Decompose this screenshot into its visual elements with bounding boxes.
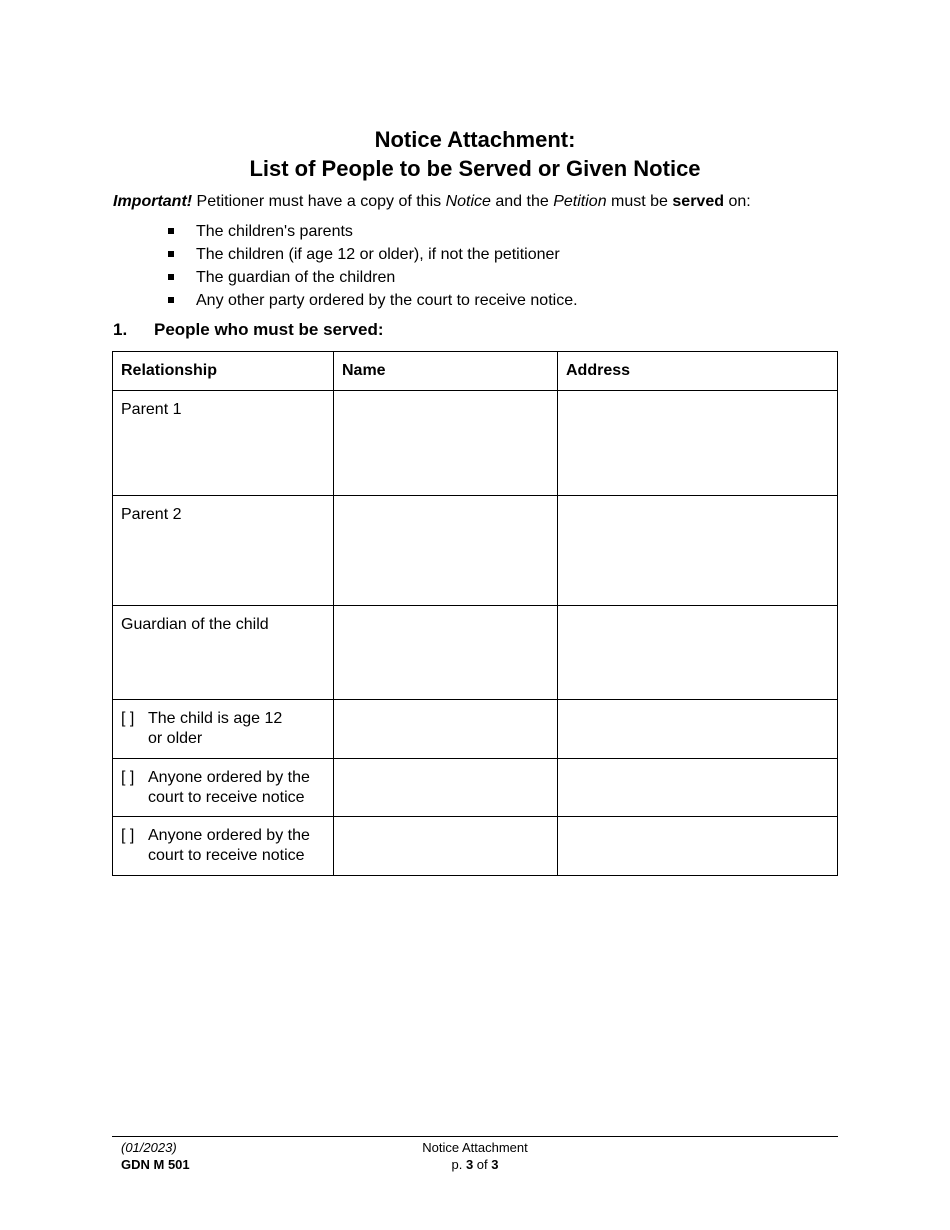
address-field[interactable] (558, 496, 838, 606)
form-title-line2: List of People to be Served or Given Notice (249, 156, 701, 181)
relationship-cell: Guardian of the child (113, 606, 334, 700)
header-name: Name (334, 352, 558, 391)
table-row (113, 817, 838, 876)
relationship-cell: [ ] Anyone ordered by the court to receive notice (113, 817, 334, 876)
footer-divider (112, 1136, 838, 1137)
address-field[interactable] (558, 606, 838, 700)
checkbox[interactable]: [ ] (121, 827, 135, 844)
table-row (113, 759, 838, 817)
address-field[interactable] (558, 759, 838, 817)
served-term: served (672, 193, 724, 210)
section-heading (113, 320, 384, 340)
name-field[interactable] (334, 700, 558, 759)
bullet-square-icon (168, 274, 174, 280)
footer-date: (01/2023) (121, 1140, 177, 1155)
table-row (113, 391, 838, 496)
name-field[interactable] (334, 496, 558, 606)
list-item: The children (if age 12 or older), if not the petitioner (168, 245, 578, 268)
notice-term: Notice (445, 193, 491, 210)
checkbox[interactable]: [ ] (121, 769, 135, 786)
important-instruction: Important! Petitioner must have a copy of this Notice and the Petition must be served on: (113, 193, 751, 210)
table-header-row (113, 352, 838, 391)
people-to-serve-table (112, 351, 838, 876)
relationship-cell: Parent 2 (113, 496, 334, 606)
list-item: The children's parents (168, 222, 578, 245)
service-list (168, 222, 578, 314)
relationship-cell: [ ] The child is age 12 or older (113, 700, 334, 759)
bullet-square-icon (168, 251, 174, 257)
section-title: People who must be served: (154, 320, 384, 339)
table-row (113, 496, 838, 606)
address-field[interactable] (558, 391, 838, 496)
important-label: Important! (113, 193, 193, 210)
form-title-line1: Notice Attachment: (374, 127, 576, 152)
list-item: Any other party ordered by the court to receive notice. (168, 291, 578, 314)
checkbox[interactable]: [ ] (121, 710, 135, 727)
footer-form-code: GDN M 501 (121, 1157, 190, 1172)
relationship-cell: Parent 1 (113, 391, 334, 496)
bullet-square-icon (168, 297, 174, 303)
header-address: Address (558, 352, 838, 391)
name-field[interactable] (334, 759, 558, 817)
list-item: The guardian of the children (168, 268, 578, 291)
table-row (113, 700, 838, 759)
petition-term: Petition (553, 193, 607, 210)
footer-page-number: p. 3 of 3 (451, 1157, 499, 1172)
footer-title: Notice Attachment (422, 1140, 528, 1155)
table-row (113, 606, 838, 700)
bullet-square-icon (168, 228, 174, 234)
name-field[interactable] (334, 391, 558, 496)
name-field[interactable] (334, 606, 558, 700)
header-relationship: Relationship (113, 352, 334, 391)
name-field[interactable] (334, 817, 558, 876)
address-field[interactable] (558, 817, 838, 876)
address-field[interactable] (558, 700, 838, 759)
relationship-cell: [ ] Anyone ordered by the court to receive notice (113, 759, 334, 817)
section-number: 1. (113, 320, 128, 339)
